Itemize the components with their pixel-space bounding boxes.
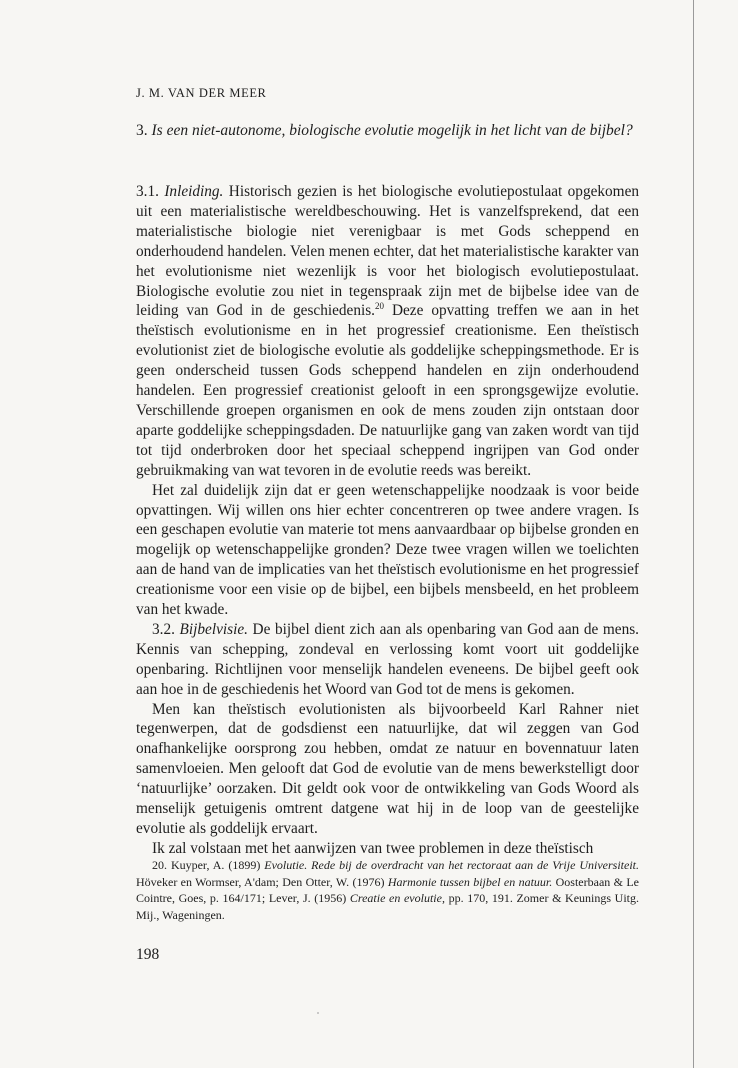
paragraph-bible-view	[136, 620, 639, 700]
section-title-text: Is een niet-autonome, biologische evolutie mogelijk in het licht van de bijbel?	[151, 122, 633, 139]
footnote	[136, 857, 639, 923]
paragraph-text: Historisch gezien is het biologische evolutiepostulaat opgekomen uit een materialistische wereldbeschouwing. Het is vanzelfsprekend, dat een materialistische biologie niet verenigbaar is met Gods scheppend en onderhoudend handelen. Velen menen echter, dat het materialistische karakter van het evolutionisme niet wezenlijk is voor het biologisch evolutiepostulaat. Biologische evolutie zou niet in tegenspraak zijn met de bijbelse idee van de leiding van God in de geschiedenis.	[136, 183, 640, 320]
paragraph-text: Deze opvatting treffen we aan in het theïstisch evolutionisme en in het progressief creationisme. Een theïstisch evolutionist ziet de biologische evolutie als goddelijke scheppingsmethode. Er is geen onderscheid tussen Gods scheppend handelen en zijn onderhoudend handelen. Een progressief creationist gelooft in een sprongsgewijze evolutie. Verschillende groepen organismen en ook de mens zouden zijn ontstaan door aparte goddelijke scheppingsdaden. De natuurlijke gang van zaken wordt van tijd tot tijd onderbroken door het speciaal scheppend ingrijpen van God onder gebruikmaking van wat tevoren in de evolutie reeds was bereikt.	[136, 302, 639, 479]
footnote-title: Harmonie tussen bijbel en natuur.	[387, 874, 553, 889]
running-head: J. M. VAN DER MEER	[136, 86, 267, 100]
footnote-20	[136, 857, 639, 923]
paragraph: Ik zal volstaan met het aanwijzen van twee problemen in deze theïstisch	[152, 839, 594, 857]
footnote-title: Creatie en evolutie,	[349, 891, 445, 905]
paragraph-intro	[136, 182, 639, 481]
page-edge-line	[693, 0, 694, 1068]
paragraph-text: De bijbel dient zich aan als openbaring van God aan de mens. Kennis van schepping, zondeval en verlossing komt voort uit goddelijke openbaring. Richtlijnen voor menselijk handelen eveneens. De bijbel geeft ook aan hoe in de geschiedenis het Woord van God tot de mens is gekomen.	[136, 620, 639, 698]
page-number: 198	[136, 946, 160, 963]
subsection-heading: Inleiding.	[164, 183, 224, 200]
footnote-publisher: Oosterbaan & Le Cointre, Goes, p. 164/171; Lever, J. (1956)	[136, 874, 639, 905]
paper-speck	[317, 1012, 319, 1014]
footnote-author: Kuyper, A. (1899)	[170, 858, 261, 872]
section-title	[136, 121, 639, 141]
body-text	[136, 182, 639, 859]
footnote-title: Evolutie. Rede bij de overdracht van het rectoraat aan de Vrije Universiteit.	[264, 858, 639, 872]
section-number: 3.	[136, 122, 148, 139]
footnote-number: 20.	[152, 858, 167, 872]
paragraph: Het zal duidelijk zijn dat er geen wetenschappelijke noodzaak is voor beide opvattingen. Wij willen ons hier echter concentreren op twee andere vragen. Is een geschapen evolutie van materie tot mens aanvaardbaar op bijbelse gronden en mogelijk op wetenschappelijke gronden? Deze twee vragen willen we toelichten aan de hand van de implicaties van het theïstisch evolutionisme en het progressief creationisme voor een visie op de bijbel, een bijbels mensbeeld, en het probleem van het kwade.	[136, 481, 639, 619]
footnote-reference[interactable]: 20	[375, 301, 384, 312]
subsection-number: 3.2.	[152, 620, 175, 638]
subsection-heading: Bijbelvisie.	[179, 620, 248, 638]
footnote-publisher: Höveker en Wormser, A'dam; Den Otter, W. (1976)	[136, 874, 385, 889]
paragraph: Men kan theïstisch evolutionisten als bijvoorbeeld Karl Rahner niet tegenwerpen, dat de godsdienst een natuurlijke, dat wil zeggen van God onafhankelijke oorsprong zou hebben, omdat ze natuur en bovennatuur laten samenvloeien. Men gelooft dat God de evolutie van de mens bewerkstelligt door ‘natuurlijke’ oorzaken. Dit geldt ook voor de ontwikkeling van Gods Woord als menselijk getuigenis omtrent datgene wat hij in de loop van de geestelijke evolutie als goddelijk ervaart.	[136, 700, 639, 837]
footnote-publisher: pp. 170, 191. Zomer & Keunings Uitg. Mij., Wageningen.	[136, 891, 639, 922]
subsection-number: 3.1.	[136, 183, 159, 200]
